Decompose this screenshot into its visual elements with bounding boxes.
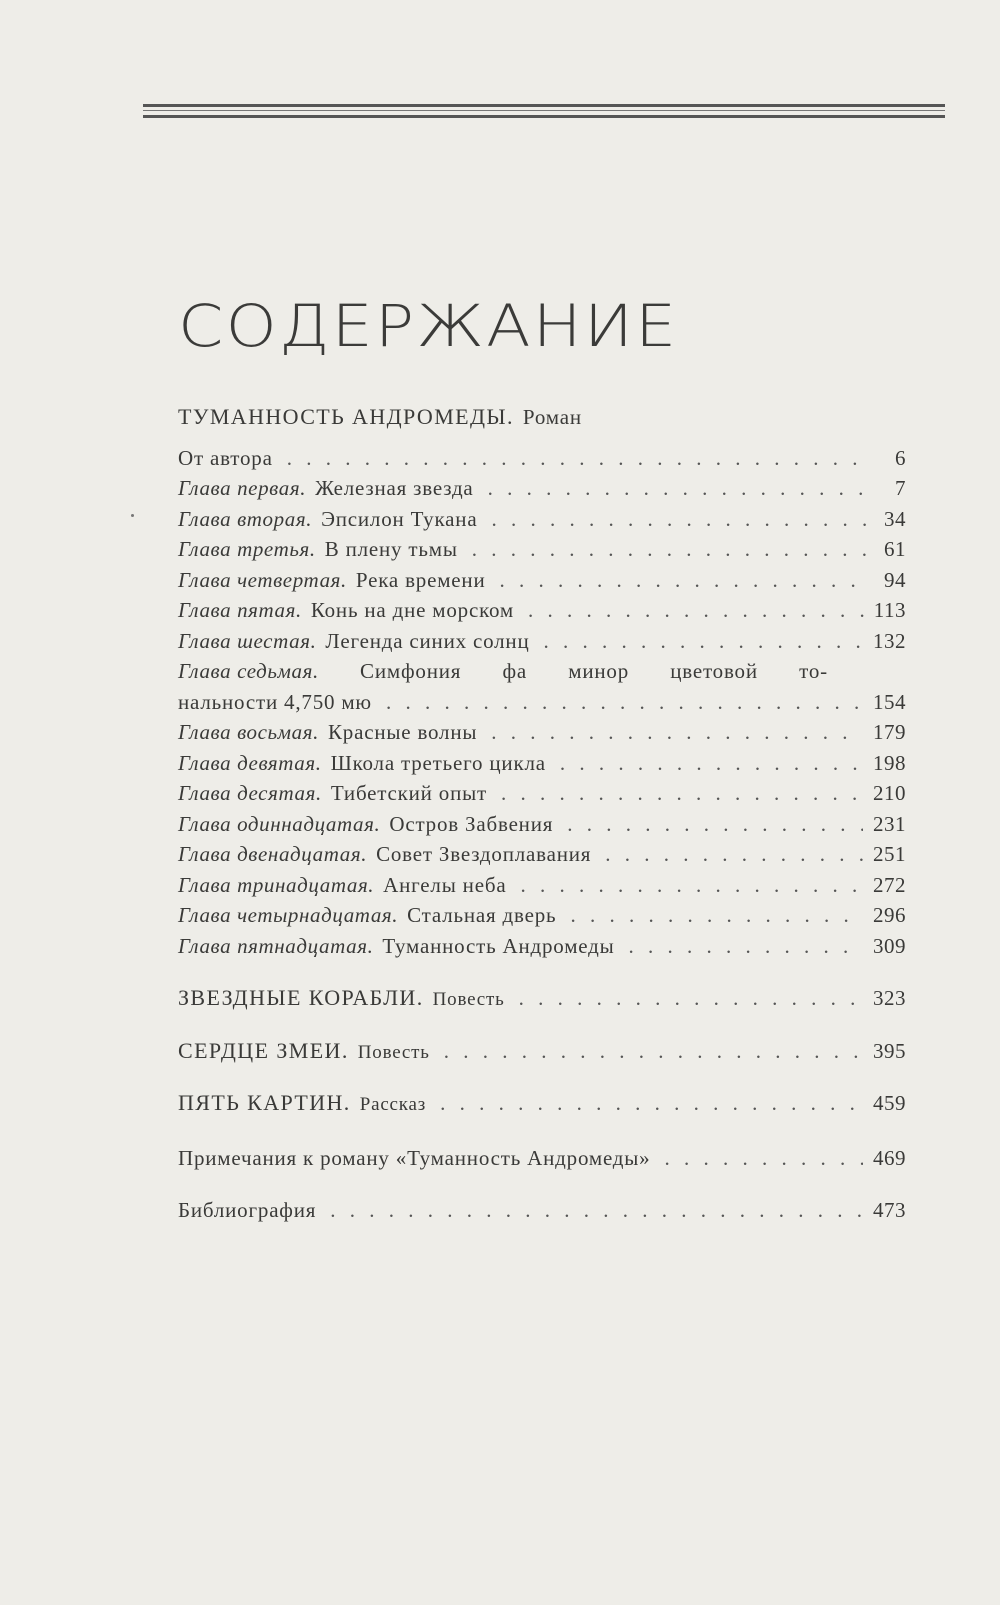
entry-word: то- [799,659,828,683]
entry-genre: Повесть [357,1041,430,1063]
entry-word: цветовой [670,659,758,683]
entry-page: 7 [895,476,906,500]
chapter-prefix: Глава тринадцатая. [178,872,375,897]
entry-page: 272 [873,872,906,897]
entry-page: 473 [873,1198,906,1222]
entry-first-line [178,656,906,687]
entry-title: Тибетский опыт [330,781,487,805]
entry-page: 469 [873,1145,906,1170]
toc-entry [178,778,906,809]
toc-entry [178,809,906,840]
table-of-contents [178,402,906,1226]
entry-page: 154 [873,689,906,714]
entry-title: Туманность Андромеды [382,933,615,958]
entry-title: От автора [178,445,273,470]
toc-entry-zvezdnye-korabli [178,983,906,1014]
entry-title: ПЯТЬ КАРТИН. [178,1090,351,1115]
chapter-prefix: Глава пятнадцатая. [178,933,374,958]
entry-title: нальности 4,750 мю [178,689,372,714]
entry-title: Легенда синих солнц [325,628,530,653]
entry-page: 132 [873,628,906,653]
entry-page: 61 [884,537,906,561]
toc-entry [178,473,906,504]
entry-title: Железная звезда [315,476,474,500]
chapter-prefix: Глава четвертая. [178,567,347,592]
entry-page: 251 [873,842,906,866]
entry-page: 94 [884,567,906,592]
toc-entry [178,595,906,626]
entry-page: 231 [873,811,906,836]
double-rule-divider [143,104,945,118]
entry-title: Эпсилон Тукана [321,506,478,531]
chapter-prefix: Глава седьмая. [178,659,319,683]
entry-page: 459 [873,1091,906,1115]
entry-page: 395 [873,1038,906,1063]
toc-entry [178,504,906,535]
chapter-prefix: Глава девятая. [178,750,322,775]
entry-title: В плену тьмы [324,537,458,561]
novel-heading [178,402,906,433]
toc-entry [178,748,906,779]
entry-title: Конь на дне морском [310,598,515,622]
toc-entry [178,565,906,596]
chapter-prefix: Глава пятая. [178,598,302,622]
entry-title: Река времени [355,567,486,592]
toc-entry [178,839,906,870]
entry-title: СЕРДЦЕ ЗМЕИ. [178,1037,349,1063]
entry-page: 323 [873,986,906,1010]
toc-entry [178,931,906,962]
toc-entry-bibliography [178,1195,906,1226]
entry-title: Стальная дверь [407,903,557,927]
entry-page: 6 [895,445,906,470]
chapter-prefix: Глава вторая. [178,506,313,531]
chapter-prefix: Глава десятая. [178,781,322,805]
entry-genre: Повесть [432,989,505,1010]
toc-entry-author-note [178,443,906,474]
toc-entry [178,870,906,901]
toc-entry-notes [178,1143,906,1174]
entry-title: Школа третьего цикла [330,750,546,775]
entry-page: 198 [873,750,906,775]
entry-second-line [178,687,906,718]
entry-page: 113 [873,598,906,622]
entry-page: 179 [873,720,906,744]
toc-entry [178,626,906,657]
entry-title: Остров Забвения [389,811,554,836]
entry-page: 210 [873,781,906,805]
entry-title: Ангелы неба [383,872,507,897]
chapter-prefix: Глава двенадцатая. [178,842,368,866]
print-speck [131,514,134,517]
entry-word: фа [502,659,527,683]
entry-page: 296 [873,903,906,927]
entry-title: ЗВЕЗДНЫЕ КОРАБЛИ. [178,985,424,1010]
chapter-prefix: Глава одиннадцатая. [178,811,381,836]
toc-entry-chapter-7 [178,656,906,717]
chapter-prefix: Глава шестая. [178,628,317,653]
entry-title: Примечания к роману «Туманность Андромеды» [178,1145,651,1170]
chapter-prefix: Глава четырнадцатая. [178,903,399,927]
chapter-prefix: Глава восьмая. [178,720,319,744]
chapter-list-1 [178,473,906,656]
entry-genre: Рассказ [359,1094,427,1115]
toc-entry [178,717,906,748]
novel-genre: Роман [522,405,582,429]
chapter-prefix: Глава третья. [178,537,316,561]
entry-title: Библиография [178,1198,317,1222]
toc-entry [178,534,906,565]
chapter-prefix: Глава первая. [178,476,307,500]
entry-title: Красные волны [328,720,478,744]
page-title: СОДЕРЖАНИЕ [178,292,679,360]
toc-entry-pyat-kartin [178,1088,906,1119]
toc-entry-serdtse-zmei [178,1036,906,1067]
chapter-list-2 [178,717,906,961]
entry-word: минор [568,659,629,683]
toc-entry [178,900,906,931]
entry-title: Совет Звездоплавания [376,842,592,866]
entry-page: 309 [873,933,906,958]
entry-word: Симфония [360,659,462,683]
entry-page: 34 [884,506,906,531]
novel-title: ТУМАННОСТЬ АНДРОМЕДЫ. [178,404,514,429]
